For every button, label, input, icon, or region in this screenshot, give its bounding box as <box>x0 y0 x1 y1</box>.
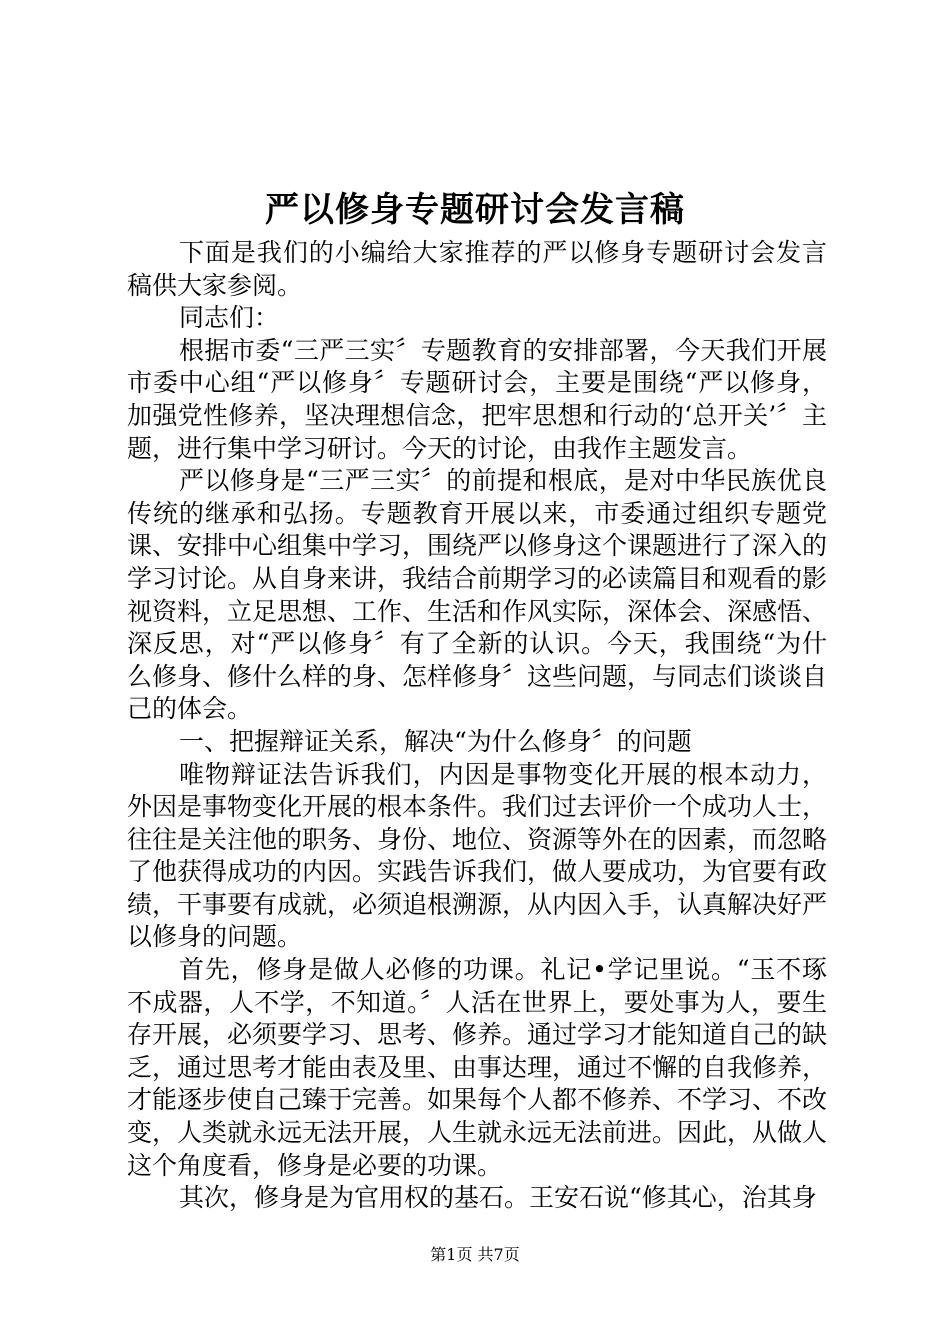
body-paragraph: 唯物辩证法告诉我们，内因是事物变化开展的根本动力，外因是事物变化开展的根本条件。我们过去评价一个成功人士，往往是关注他的职务、身份、地位、资源等外在的因素，而忽略了他获得成功的内因。实践告诉我们，做人要成功，为官要有政绩，干事要有成就，必须追根溯源，从内因入手，认真解决好严以修身的问题。 <box>127 759 828 952</box>
body-paragraph: 其次，修身是为官用权的基石。王安石说“修其心，治其身 <box>179 1183 817 1213</box>
body-paragraph: 严以修身是“三严三实〞的前提和根底，是对中华民族优良传统的继承和弘扬。专题教育开展以来，市委通过组织专题党课、安排中心组集中学习，围绕严以修身这个课题进行了深入的学习讨论。从自身来讲，我结合前期学习的必读篇目和观看的影视资料，立足思想、工作、生活和作风实际，深体会、深感悟、深反思，对“严以修身〞有了全新的认识。今天，我围绕“为什么修身、修什么样的身、怎样修身〞这些问题，与同志们谈谈自己的体会。 <box>127 466 828 724</box>
section-heading: 一、把握辩证关系，解决“为什么修身〞的问题 <box>179 726 692 756</box>
body-paragraph: 根据市委“三严三实〞专题教育的安排部署，今天我们开展市委中心组“严以修身〞专题研讨会，主要是围绕“严以修身，加强党性修养，坚决理想信念，把牢思想和行动的‘总开关’〞主题，进行集中学习研讨。今天的讨论，由我作主题发言。 <box>127 335 827 463</box>
salutation: 同志们： <box>179 303 280 333</box>
intro-paragraph: 下面是我们的小编给大家推荐的严以修身专题研讨会发言稿供大家参阅。 <box>127 238 827 300</box>
document-title: 严以修身专题研讨会发言稿 <box>265 190 685 230</box>
page-footer: 第1页 共7页 <box>430 1245 520 1264</box>
document-body <box>127 237 827 1215</box>
body-paragraph: 首先，修身是做人必修的功课。礼记•学记里说。“玉不琢不成器，人不学，不知道。〞人活在世界上，要处事为人，要生存开展，必须要学习、思考、修养。通过学习才能知道自己的缺乏，通过思考才能由表及里、由事达理，通过不懈的自我修养，才能逐步使自己臻于完善。如果每个人都不修养、不学习、不改变，人类就永远无法开展，人生就永远无法前进。因此，从做人这个角度看，修身是必要的功课。 <box>127 955 828 1180</box>
